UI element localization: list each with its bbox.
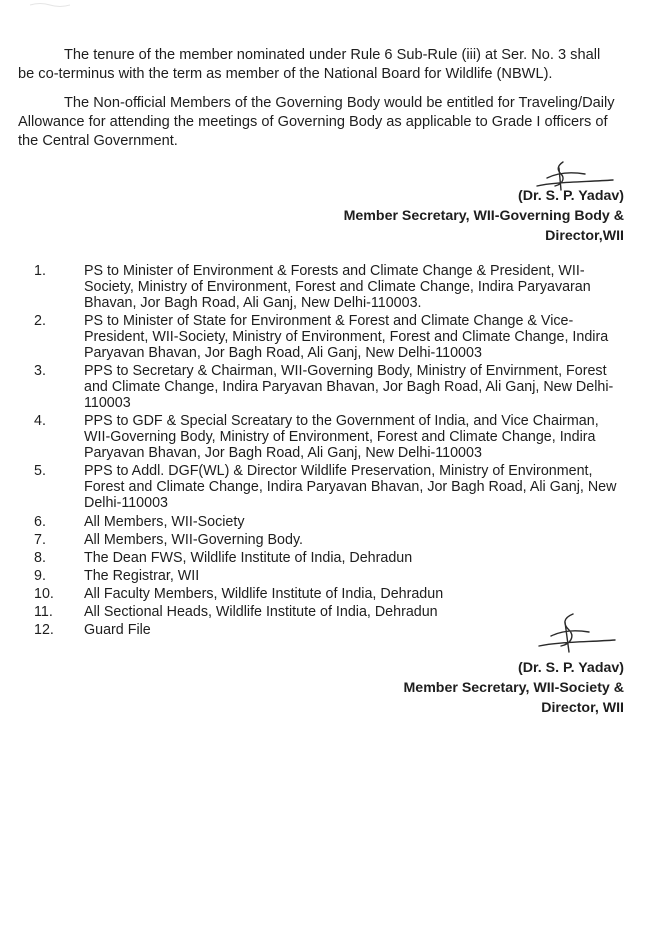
list-item bbox=[34, 514, 624, 530]
list-item bbox=[34, 463, 624, 511]
list-number: 4. bbox=[34, 413, 46, 429]
list-text: PS to Minister of State for Environment & Forest and Climate Change & Vice-President, WII-Society, Ministry of Environment, Forest and Climate Change, Indira Paryavan Bhavan, Jor Bagh Road, Ali Ganj, New Delhi-110003 bbox=[84, 313, 609, 361]
list-text: The Registrar, WII bbox=[84, 568, 200, 584]
list-item bbox=[34, 413, 624, 461]
list-text: All Members, WII-Governing Body. bbox=[84, 532, 304, 548]
list-item bbox=[34, 532, 624, 548]
list-number: 8. bbox=[34, 550, 46, 566]
list-number: 12. bbox=[34, 622, 54, 638]
scan-speck bbox=[30, 2, 70, 8]
list-number: 6. bbox=[34, 514, 46, 530]
list-item bbox=[34, 263, 624, 311]
list-number: 11. bbox=[34, 604, 53, 620]
list-text: PPS to Secretary & Chairman, WII-Governing Body, Ministry of Envirnment, Forest and Climate Change, Indira Paryavan Bhavan, Jor Bagh Road, Ali Ganj, New Delhi-110003 bbox=[84, 363, 614, 411]
signature-block-governing-body bbox=[344, 186, 624, 246]
signatory-name: (Dr. S. P. Yadav) bbox=[518, 660, 624, 676]
list-number: 2. bbox=[34, 313, 46, 329]
signatory-designation: Member Secretary, WII-Governing Body & bbox=[343, 208, 624, 224]
list-text: All Sectional Heads, Wildlife Institute of India, Dehradun bbox=[84, 604, 438, 620]
handwritten-signature bbox=[533, 612, 617, 654]
list-number: 7. bbox=[34, 532, 46, 548]
paragraph-allowance: The Non-official Members of the Governing Body would be entitled for Traveling/Daily Allowance for attending the meetings of Governing Body as applicable to Grade I officers of the Central Government. bbox=[18, 95, 615, 149]
list-text: PS to Minister of Environment & Forests and Climate Change & President, WII-Society, Ministry of Environment, Forest and Climate Change, Indira Paryavaran Bhavan, Jor Bagh Road, Ali Ganj, New Delhi-110003. bbox=[84, 263, 591, 311]
signature-block-society bbox=[403, 658, 624, 718]
list-number: 3. bbox=[34, 363, 46, 379]
list-item bbox=[34, 550, 624, 566]
list-text: All Faculty Members, Wildlife Institute of India, Dehradun bbox=[84, 586, 444, 602]
list-item bbox=[34, 363, 624, 411]
list-item bbox=[34, 568, 624, 584]
list-item bbox=[34, 586, 624, 602]
distribution-list bbox=[34, 263, 624, 640]
list-number: 10. bbox=[34, 586, 54, 602]
signatory-name: (Dr. S. P. Yadav) bbox=[518, 188, 624, 204]
list-text: PPS to GDF & Special Screatary to the Government of India, and Vice Chairman, WII-Governing Body, Ministry of Environment, Forest and Climate Change, Indira Paryavan Bhavan, Jor Bagh Road, Ali Ganj, New Delhi-110003 bbox=[84, 413, 599, 461]
list-number: 9. bbox=[34, 568, 46, 584]
list-item bbox=[34, 313, 624, 361]
signatory-designation: Director, WII bbox=[541, 700, 624, 716]
list-text: All Members, WII-Society bbox=[84, 514, 245, 530]
list-text: PPS to Addl. DGF(WL) & Director Wildlife Preservation, Ministry of Environment, Forest and Climate Change, Indira Paryavan Bhavan, Jor Bagh Road, Ali Ganj, New Delhi-110003 bbox=[84, 463, 617, 511]
signatory-designation: Member Secretary, WII-Society & bbox=[403, 680, 624, 696]
paragraph-tenure: The tenure of the member nominated under Rule 6 Sub-Rule (iii) at Ser. No. 3 shall be co-terminus with the term as member of the National Board for Wildlife (NBWL). bbox=[18, 47, 601, 82]
list-number: 1. bbox=[34, 263, 46, 279]
list-text: The Dean FWS, Wildlife Institute of India, Dehradun bbox=[84, 550, 413, 566]
list-text: Guard File bbox=[84, 622, 151, 638]
list-number: 5. bbox=[34, 463, 46, 479]
signatory-designation: Director,WII bbox=[545, 228, 624, 244]
